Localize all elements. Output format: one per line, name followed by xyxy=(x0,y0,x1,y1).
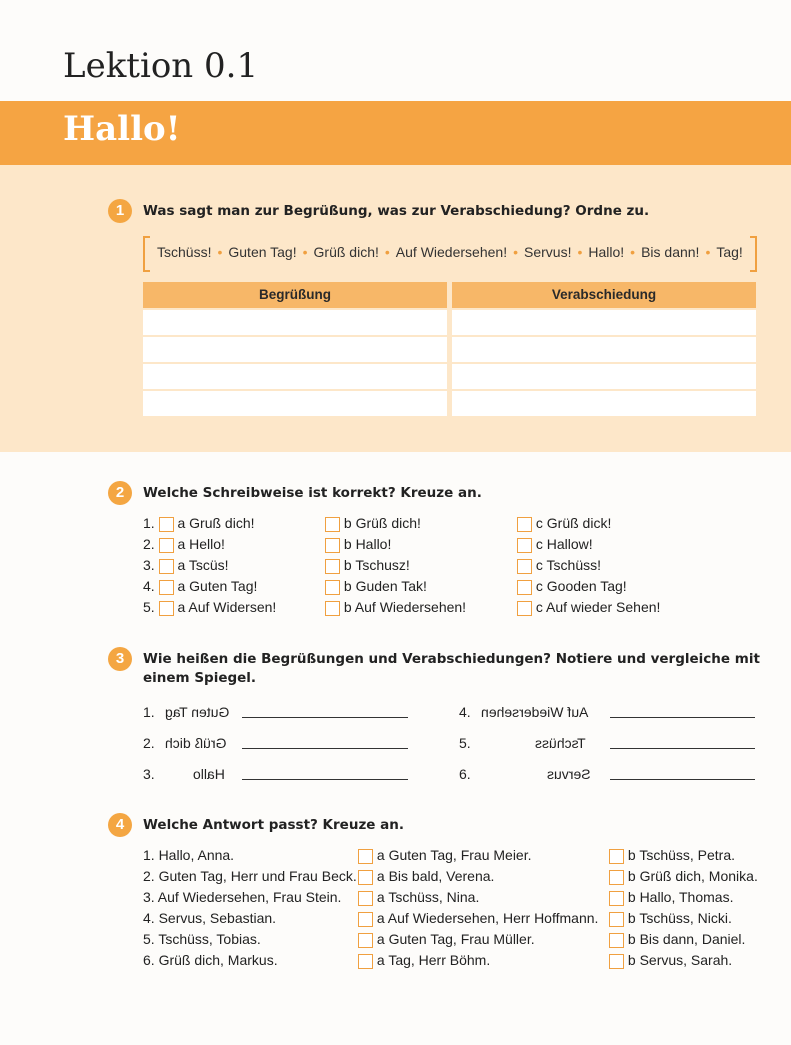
list-item xyxy=(358,931,535,949)
list-item xyxy=(517,578,627,596)
question: 6. Grüß dich, Markus. xyxy=(143,952,278,968)
option-label: a Tscüs! xyxy=(177,557,229,573)
list-item xyxy=(143,766,224,784)
option-label: a Auf Widersen! xyxy=(177,599,277,615)
list-item xyxy=(143,557,229,575)
checkbox[interactable] xyxy=(325,601,340,616)
item-number: 5. xyxy=(459,735,471,751)
checkbox[interactable] xyxy=(609,933,624,948)
option-label: b Tschüss, Petra. xyxy=(627,847,736,863)
item-number: 3. xyxy=(143,557,155,573)
checkbox[interactable] xyxy=(609,870,624,885)
checkbox[interactable] xyxy=(609,891,624,906)
option-label: a Hello! xyxy=(177,536,225,552)
list-item xyxy=(143,536,225,554)
farewell-answer-field[interactable] xyxy=(452,310,756,335)
farewell-column xyxy=(452,282,756,416)
option-label: a Guten Tag! xyxy=(177,578,258,594)
list-item xyxy=(459,735,585,753)
question: 5. Tschüss, Tobias. xyxy=(143,931,261,947)
exercise-3-number: 3 xyxy=(108,647,132,671)
option-label: c Hallow! xyxy=(535,536,593,552)
greeting-answer-field[interactable] xyxy=(143,337,447,362)
item-number: 3. xyxy=(143,766,155,782)
list-item xyxy=(358,889,479,907)
farewell-answer-field[interactable] xyxy=(452,337,756,362)
checkbox[interactable] xyxy=(517,517,532,532)
checkbox[interactable] xyxy=(517,538,532,553)
list-item xyxy=(609,910,732,928)
option-label: a Auf Wiedersehen, Herr Hoffmann. xyxy=(376,910,599,926)
bracket-left xyxy=(143,236,150,272)
mirrored-text: Grüß dich xyxy=(164,735,227,751)
option-label: a Tschüss, Nina. xyxy=(376,889,480,905)
checkbox[interactable] xyxy=(159,559,174,574)
answer-line[interactable] xyxy=(242,779,408,780)
checkbox[interactable] xyxy=(325,538,340,553)
item-number: 4. xyxy=(459,704,471,720)
list-item xyxy=(517,536,593,554)
page-title: Hallo! xyxy=(63,109,181,149)
item-number: 4. xyxy=(143,578,155,594)
checkbox[interactable] xyxy=(159,580,174,595)
farewell-column-header: Verabschiedung xyxy=(452,282,756,308)
option-label: a Guten Tag, Frau Müller. xyxy=(376,931,535,947)
list-item xyxy=(325,557,410,575)
list-item xyxy=(609,847,735,865)
option-label: b Servus, Sarah. xyxy=(627,952,733,968)
question: 4. Servus, Sebastian. xyxy=(143,910,277,926)
list-item xyxy=(517,515,611,533)
answer-line[interactable] xyxy=(610,748,755,749)
word[interactable]: Tschüss! xyxy=(157,244,212,260)
option-label: c Gooden Tag! xyxy=(535,578,627,594)
checkbox[interactable] xyxy=(358,933,373,948)
title-banner xyxy=(0,101,791,165)
separator-dot: • xyxy=(513,244,518,260)
lesson-heading: Lektion 0.1 xyxy=(63,46,259,86)
greeting-column xyxy=(143,282,447,416)
exercise-2-instruction: Welche Schreibweise ist korrekt? Kreuze an. xyxy=(143,485,482,501)
list-item xyxy=(325,599,466,617)
mirrored-text: Guten Tag xyxy=(164,704,229,720)
separator-dot: • xyxy=(577,244,583,260)
list-item xyxy=(143,735,226,753)
checkbox[interactable] xyxy=(325,517,340,532)
checkbox[interactable] xyxy=(358,849,373,864)
item-number: 2. xyxy=(143,536,155,552)
checkbox[interactable] xyxy=(609,954,624,969)
separator-dot: • xyxy=(217,244,223,260)
list-item xyxy=(143,515,255,533)
greeting-answer-field[interactable] xyxy=(143,310,447,335)
list-item xyxy=(609,952,732,970)
list-item xyxy=(358,952,490,970)
exercise-4-instruction: Welche Antwort passt? Kreuze an. xyxy=(143,817,405,833)
option-label: b Tschusz! xyxy=(343,557,410,573)
option-label: b Hallo! xyxy=(343,536,392,552)
separator-dot: • xyxy=(384,244,390,260)
word[interactable]: Auf Wiedersehen! xyxy=(395,244,508,260)
list-item xyxy=(609,931,745,949)
checkbox[interactable] xyxy=(609,849,624,864)
list-item xyxy=(358,847,532,865)
checkbox[interactable] xyxy=(609,912,624,927)
greeting-answer-field[interactable] xyxy=(143,391,447,416)
answer-line[interactable] xyxy=(610,717,755,718)
list-item xyxy=(517,599,660,617)
list-item xyxy=(358,868,494,886)
option-label: a Bis bald, Verena. xyxy=(376,868,495,884)
list-item xyxy=(459,766,590,784)
list-item xyxy=(143,599,276,617)
word-bank xyxy=(143,236,757,270)
question: 1. Hallo, Anna. xyxy=(143,847,235,863)
checkbox[interactable] xyxy=(325,559,340,574)
checkbox[interactable] xyxy=(159,538,174,553)
option-label: a Tag, Herr Böhm. xyxy=(376,952,491,968)
list-item xyxy=(517,557,601,575)
checkbox[interactable] xyxy=(517,580,532,595)
item-number: 1. xyxy=(143,515,155,531)
word[interactable]: Tag! xyxy=(716,244,743,260)
option-label: b Grüß dich, Monika. xyxy=(627,868,758,884)
checkbox[interactable] xyxy=(358,891,373,906)
answer-line[interactable] xyxy=(242,748,408,749)
word[interactable]: Guten Tag! xyxy=(228,244,297,260)
option-label: c Grüß dick! xyxy=(535,515,612,531)
separator-dot: • xyxy=(630,244,636,260)
option-label: b Grüß dich! xyxy=(343,515,421,531)
word[interactable]: Hallo! xyxy=(588,244,625,260)
separator-dot: • xyxy=(302,244,308,260)
item-number: 5. xyxy=(143,599,155,615)
list-item xyxy=(143,704,229,722)
word-bank-words xyxy=(157,244,743,260)
mirrored-text: Servus xyxy=(546,766,591,782)
checkbox[interactable] xyxy=(325,580,340,595)
item-number: 2. xyxy=(143,735,155,751)
checkbox[interactable] xyxy=(159,517,174,532)
item-number: 1. xyxy=(143,704,155,720)
greeting-answer-field[interactable] xyxy=(143,364,447,389)
exercise-1-instruction: Was sagt man zur Begrüßung, was zur Verabschiedung? Ordne zu. xyxy=(143,203,650,219)
option-label: b Auf Wiedersehen! xyxy=(343,599,467,615)
word[interactable]: Grüß dich! xyxy=(313,244,379,260)
answer-line[interactable] xyxy=(242,717,408,718)
checkbox[interactable] xyxy=(159,601,174,616)
option-label: a Guten Tag, Frau Meier. xyxy=(376,847,532,863)
bracket-right xyxy=(750,236,757,272)
list-item xyxy=(609,868,758,886)
list-item xyxy=(325,515,421,533)
farewell-answer-field[interactable] xyxy=(452,391,756,416)
option-label: b Bis dann, Daniel. xyxy=(627,931,746,947)
list-item xyxy=(325,536,391,554)
farewell-answer-field[interactable] xyxy=(452,364,756,389)
mirrored-text: Hallo xyxy=(192,766,225,782)
exercise-3-instruction xyxy=(143,650,760,688)
checkbox[interactable] xyxy=(358,870,373,885)
greeting-column-header: Begrüßung xyxy=(143,282,447,308)
checkbox[interactable] xyxy=(358,912,373,927)
checkbox[interactable] xyxy=(517,559,532,574)
answer-line[interactable] xyxy=(610,779,755,780)
word[interactable]: Bis dann! xyxy=(641,244,700,260)
exercise-1-number: 1 xyxy=(108,199,132,223)
question: 3. Auf Wiedersehen, Frau Stein. xyxy=(143,889,342,905)
option-label: b Guden Tak! xyxy=(343,578,427,594)
exercise-2-number: 2 xyxy=(108,481,132,505)
word[interactable]: Servus! xyxy=(524,244,572,260)
option-label: a Gruß dich! xyxy=(177,515,255,531)
option-label: b Hallo, Thomas. xyxy=(627,889,734,905)
item-number: 6. xyxy=(459,766,471,782)
question: 2. Guten Tag, Herr und Frau Beck. xyxy=(143,868,357,884)
checkbox[interactable] xyxy=(358,954,373,969)
mirrored-text: Tschüss xyxy=(534,735,586,751)
separator-dot: • xyxy=(705,244,711,260)
mirrored-text: Auf Wiedersehen xyxy=(480,704,588,720)
list-item xyxy=(325,578,427,596)
checkbox[interactable] xyxy=(517,601,532,616)
option-label: c Tschüss! xyxy=(535,557,601,573)
option-label: c Auf wieder Sehen! xyxy=(535,599,661,615)
list-item xyxy=(609,889,733,907)
instruction-line: Wie heißen die Begrüßungen und Verabschiedungen? Notiere und vergleiche mit xyxy=(143,651,760,667)
option-label: b Tschüss, Nicki. xyxy=(627,910,732,926)
list-item xyxy=(143,578,257,596)
list-item xyxy=(459,704,588,722)
instruction-line: einem Spiegel. xyxy=(143,670,257,686)
exercise-4-number: 4 xyxy=(108,813,132,837)
list-item xyxy=(358,910,598,928)
